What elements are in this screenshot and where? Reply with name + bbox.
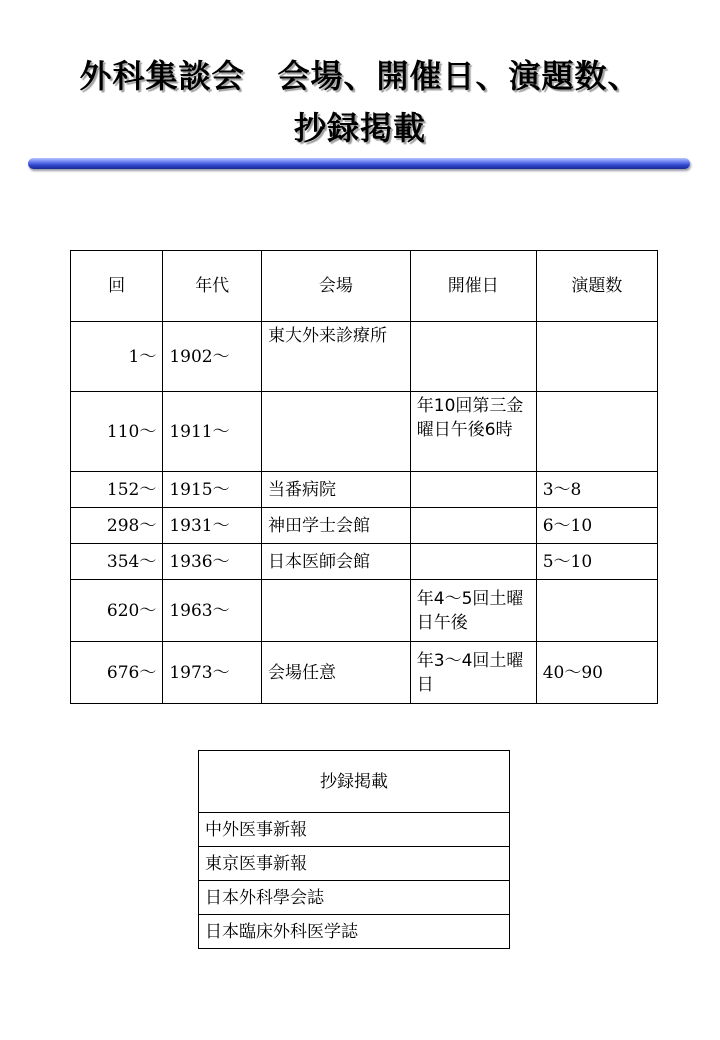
cell-venue bbox=[262, 392, 411, 472]
cell-year: 1931～ bbox=[163, 508, 262, 544]
cell-date: 年4～5回土曜日午後 bbox=[410, 580, 536, 642]
header-year: 年代 bbox=[163, 251, 262, 322]
cell-venue: 神田学士会館 bbox=[262, 508, 411, 544]
cell-count bbox=[536, 580, 657, 642]
cell-count bbox=[536, 322, 657, 392]
cell-date: 年10回第三金曜日午後6時 bbox=[410, 392, 536, 472]
cell-kai: 1～ bbox=[71, 322, 163, 392]
abstract-journal: 中外医事新報 bbox=[199, 813, 510, 847]
header-venue: 会場 bbox=[262, 251, 411, 322]
cell-kai: 152～ bbox=[71, 472, 163, 508]
cell-year: 1915～ bbox=[163, 472, 262, 508]
list-item bbox=[199, 847, 510, 881]
header-kai: 回 bbox=[71, 251, 163, 322]
cell-count: 40～90 bbox=[536, 642, 657, 704]
cell-year: 1973～ bbox=[163, 642, 262, 704]
abstract-header-row bbox=[199, 751, 510, 813]
table-row bbox=[71, 544, 658, 580]
table-row bbox=[71, 642, 658, 704]
table-header-row bbox=[71, 251, 658, 322]
cell-count: 6～10 bbox=[536, 508, 657, 544]
meeting-history-table bbox=[70, 250, 658, 704]
table-row bbox=[71, 472, 658, 508]
list-item bbox=[199, 915, 510, 949]
cell-venue: 会場任意 bbox=[262, 642, 411, 704]
header-count: 演題数 bbox=[536, 251, 657, 322]
cell-venue: 当番病院 bbox=[262, 472, 411, 508]
cell-date bbox=[410, 544, 536, 580]
cell-year: 1936～ bbox=[163, 544, 262, 580]
table-row bbox=[71, 580, 658, 642]
table-row bbox=[71, 508, 658, 544]
cell-kai: 354～ bbox=[71, 544, 163, 580]
abstract-journal: 日本外科學会誌 bbox=[199, 881, 510, 915]
abstract-publication-table bbox=[198, 750, 510, 949]
cell-kai: 620～ bbox=[71, 580, 163, 642]
header-date: 開催日 bbox=[410, 251, 536, 322]
cell-count: 5～10 bbox=[536, 544, 657, 580]
title-line-2: 抄録掲載 bbox=[293, 109, 426, 147]
table-row bbox=[71, 392, 658, 472]
title-line-1: 外科集談会 会場、開催日、演題数、 bbox=[79, 57, 641, 95]
abstract-journal: 東京医事新報 bbox=[199, 847, 510, 881]
cell-date bbox=[410, 472, 536, 508]
cell-date bbox=[410, 508, 536, 544]
cell-date: 年3～4回土曜日 bbox=[410, 642, 536, 704]
cell-venue: 日本医師会館 bbox=[262, 544, 411, 580]
cell-date bbox=[410, 322, 536, 392]
title-divider bbox=[28, 158, 690, 169]
table-row bbox=[71, 322, 658, 392]
cell-year: 1963～ bbox=[163, 580, 262, 642]
cell-count bbox=[536, 392, 657, 472]
cell-kai: 298～ bbox=[71, 508, 163, 544]
list-item bbox=[199, 813, 510, 847]
cell-kai: 676～ bbox=[71, 642, 163, 704]
abstract-journal: 日本臨床外科医学誌 bbox=[199, 915, 510, 949]
cell-year: 1902～ bbox=[163, 322, 262, 392]
cell-year: 1911～ bbox=[163, 392, 262, 472]
cell-kai: 110～ bbox=[71, 392, 163, 472]
cell-venue bbox=[262, 580, 411, 642]
cell-count: 3～8 bbox=[536, 472, 657, 508]
cell-venue: 東大外来診療所 bbox=[262, 322, 411, 392]
page-title bbox=[0, 50, 720, 154]
list-item bbox=[199, 881, 510, 915]
abstract-header: 抄録掲載 bbox=[199, 751, 510, 813]
